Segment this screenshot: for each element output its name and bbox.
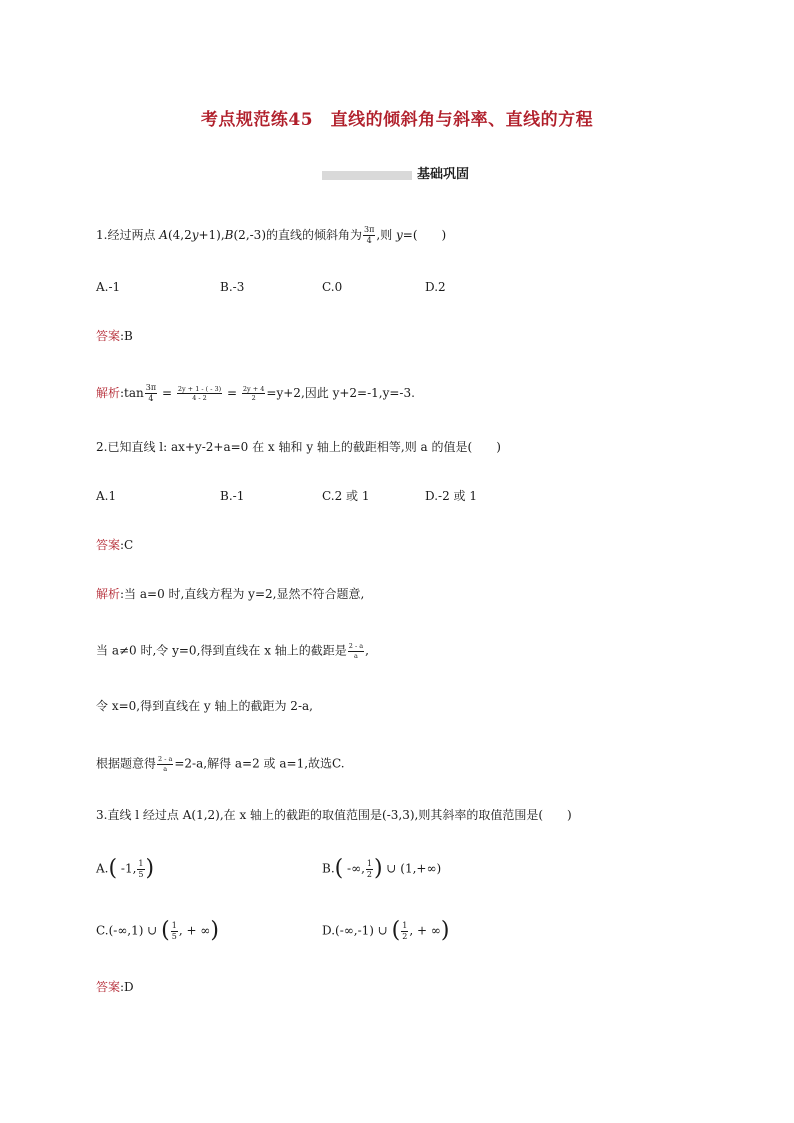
q1-option-a: A.-1 xyxy=(96,280,121,294)
q1-sol-frac-3: $\frac{2y + 4}{2}$ xyxy=(242,384,265,402)
q1-sol-frac-1: $\frac{3\pi}{4}$ xyxy=(145,383,157,403)
q2-sol-frac-2: $\frac{2 - a}{a}$ xyxy=(158,755,173,773)
q3-stem: 3.直线 l 经过点 A(1,2),在 x 轴上的截距的取值范围是(-3,3),则其斜率的取值范围是( ) xyxy=(96,808,572,822)
q2-solution-line-4: 根据题意得 $\frac{2 - a}{a}$ =2-a,解得 a=2 或 a=1,故选C. xyxy=(96,755,345,773)
q1-sol-frac-2: $\frac{2y + 1 - ( - 3)}{4 - 2}$ xyxy=(177,384,222,402)
q3-optC-frac: $\frac{1}{5}$ xyxy=(171,920,177,941)
q3-optD-frac: $\frac{1}{2}$ xyxy=(402,920,408,941)
q2-answer: 答案:C xyxy=(96,538,134,552)
q3-optA-frac: $\frac{1}{5}$ xyxy=(138,858,144,879)
page-title: 考点规范练45 直线的倾斜角与斜率、直线的方程 xyxy=(200,110,594,130)
q2-option-a: A.1 xyxy=(96,489,117,503)
q1-answer: 答案:B xyxy=(96,329,133,343)
q2-solution-line-3: 令 x=0,得到直线在 y 轴上的截距为 2-a, xyxy=(96,699,313,713)
q1-solution: 解析:tan $\frac{3\pi}{4}$ = $\frac{2y + 1 - ( - 3)}{4 - 2}$ = $\frac{2y + 4}{2}$ =y+2,因此 y+2=-1,y=-3. xyxy=(96,383,415,403)
q1-option-d: D.2 xyxy=(425,280,446,294)
q3-answer: 答案:D xyxy=(96,980,134,994)
q2-solution-line-1: 解析:当 a=0 时,直线方程为 y=2,显然不符合题意, xyxy=(96,587,365,601)
q3-option-b: B.( -∞, $\frac{1}{2}$ ) ∪ (1,+∞) xyxy=(322,856,442,881)
q3-optB-frac: $\frac{1}{2}$ xyxy=(366,858,373,879)
q2-sol-frac-1: $\frac{2 - a}{a}$ xyxy=(348,642,364,660)
q2-option-c: C.2 或 1 xyxy=(322,489,370,503)
q3-option-d: D.(-∞,-1) ∪ ( $\frac{1}{2}$ , + ∞) xyxy=(322,918,450,943)
q1-option-c: C.0 xyxy=(322,280,343,294)
q2-option-b: B.-1 xyxy=(220,489,245,503)
q3-option-a: A.( -1, $\frac{1}{5}$ ) xyxy=(96,856,155,881)
q1-stem: 1.经过两点 A(4,2y+1),B(2,-3)的直线的倾斜角为 $\frac{3\pi}{4}$ ,则 y=( ) xyxy=(96,225,447,245)
section-label: 基础巩固 xyxy=(417,167,470,182)
q2-option-d: D.-2 或 1 xyxy=(425,489,477,503)
q1-option-b: B.-3 xyxy=(220,280,245,294)
section-bar xyxy=(322,171,412,180)
q3-option-c: C.(-∞,1) ∪ ( $\frac{1}{5}$ , + ∞) xyxy=(96,918,219,943)
q1-angle-fraction: $\frac{3\pi}{4}$ xyxy=(364,225,375,245)
q2-solution-line-2: 当 a≠0 时,令 y=0,得到直线在 x 轴上的截距是 $\frac{2 - a}{a}$ , xyxy=(96,642,369,660)
q2-stem: 2.已知直线 l: ax+y-2+a=0 在 x 轴和 y 轴上的截距相等,则 a 的值是( ) xyxy=(96,440,501,454)
